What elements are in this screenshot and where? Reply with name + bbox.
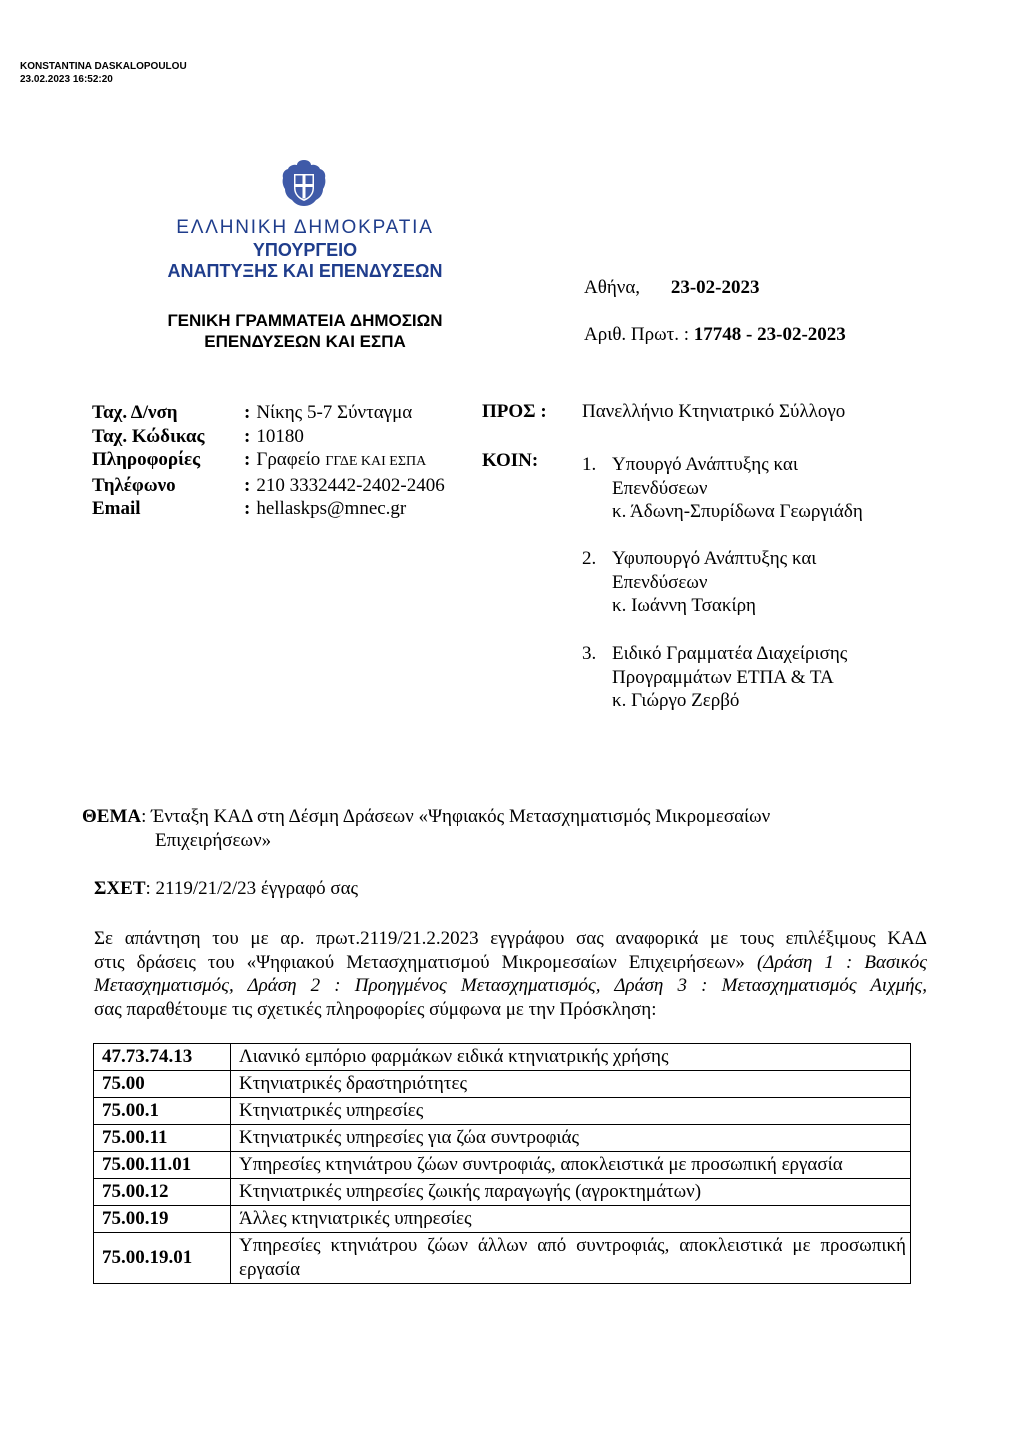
ministry-title-line1: ΥΠΟΥΡΓΕΙΟ (252, 240, 358, 260)
subject-text: : Ένταξη ΚΑΔ στη Δέσμη Δράσεων «Ψηφιακός Μετασχηματισμός Μικρομεσαίων (141, 806, 771, 827)
contact-value-small: ΓΓΔΕ ΚΑΙ ΕΣΠΑ (325, 454, 427, 469)
cc-item-3 (582, 642, 847, 713)
kad-description: Λιανικό εμπόριο φαρμάκων ειδικά κτηνιατρικής χρήσης (231, 1044, 911, 1071)
contact-value: 210 3332442-2402-2406 (256, 474, 445, 496)
ministry-title-line2: ΑΝΑΠΤΥΞΗΣ ΚΑΙ ΕΠΕΝΔΥΣΕΩΝ (167, 261, 443, 281)
subject-line (82, 806, 770, 828)
kad-code: 75.00.1 (94, 1098, 231, 1125)
reference-text: : 2119/21/2/23 έγγραφό σας (145, 878, 359, 899)
contact-separator: : (244, 425, 251, 447)
kad-code: 75.00 (94, 1071, 231, 1098)
contact-row-address (92, 401, 445, 425)
kad-code: 75.00.11 (94, 1125, 231, 1152)
table-row (94, 1044, 911, 1071)
kad-description: Υπηρεσίες κτηνιάτρου ζώων συντροφιάς, αποκλειστικά με προσωπική εργασία (231, 1152, 911, 1179)
kad-description: Κτηνιατρικές υπηρεσίες (231, 1098, 911, 1125)
cc-item-number: 1. (582, 454, 597, 475)
kad-description: Κτηνιατρικές δραστηριότητες (231, 1071, 911, 1098)
table-row (94, 1233, 911, 1284)
body-line-italic: Μετασχηματισμός, Δράση 2 : Προηγμένος Μετασχηματισμός, Δράση 3 : Μετασχηματισμός Αιχμής, (94, 975, 927, 996)
contact-row-postcode (92, 425, 445, 449)
kad-code: 75.00.19.01 (94, 1233, 231, 1284)
contact-separator: : (244, 474, 251, 496)
kad-code: 75.00.19 (94, 1206, 231, 1233)
document-date: 23-02-2023 (670, 277, 760, 298)
kad-description: Κτηνιατρικές υπηρεσίες ζωικής παραγωγής (αγροκτημάτων) (231, 1179, 911, 1206)
kad-code: 75.00.11.01 (94, 1152, 231, 1179)
table-row (94, 1071, 911, 1098)
contact-email[interactable]: hellaskps@mnec.gr (256, 498, 407, 519)
subject-label: ΘΕΜΑ (82, 806, 142, 827)
reference-label: ΣΧΕΤ (94, 878, 146, 899)
body-line: Σε απάντηση του με αρ. πρωτ.2119/21.2.2023 εγγράφου σας αναφορικά με τους επιλέξιμους ΚΑΔ (94, 928, 927, 949)
table-row (94, 1152, 911, 1179)
cc-item-line: Υφυπουργό Ανάπτυξης και (612, 548, 817, 569)
cc-item-line: Επενδύσεων (612, 571, 708, 593)
contact-value: 10180 (256, 425, 304, 447)
date-line (584, 277, 759, 299)
cc-item-person: κ. Ιωάννη Τσακίρη (612, 595, 756, 616)
contact-label: Ταχ. Δ/νση (92, 402, 178, 423)
protocol-label: Αριθ. Πρωτ. : (584, 324, 690, 345)
protocol-line (584, 324, 846, 346)
cc-item-person: κ. Γιώργο Ζερβό (612, 690, 740, 711)
contact-label: Ταχ. Κώδικας (92, 425, 205, 447)
cc-item-person: κ. Άδωνη-Σπυρίδωνα Γεωργιάδη (612, 501, 863, 522)
protocol-number: 17748 - 23-02-2023 (693, 324, 846, 345)
cc-label: ΚΟΙΝ: (482, 450, 539, 471)
signer-name: KONSTANTINA DASKALOPOULOU (20, 61, 187, 72)
secretariat-line1: ΓΕΝΙΚΗ ΓΡΑΜΜΑΤΕΙΑ ΔΗΜΟΣΙΩΝ (167, 311, 443, 330)
kad-code: 75.00.12 (94, 1179, 231, 1206)
table-row (94, 1179, 911, 1206)
secretariat-line2: ΕΠΕΝΔΥΣΕΩΝ ΚΑΙ ΕΣΠΑ (204, 332, 406, 351)
kad-description: Κτηνιατρικές υπηρεσίες για ζώα συντροφιάς (231, 1125, 911, 1152)
to-label: ΠΡΟΣ : (482, 401, 547, 422)
reference-line (94, 878, 358, 900)
contact-separator: : (244, 402, 251, 423)
table-row (94, 1098, 911, 1125)
contact-value: Γραφείο (256, 449, 321, 470)
cc-item-line: Ειδικό Γραμματέα Διαχείρισης (612, 643, 848, 664)
contact-separator: : (244, 449, 251, 470)
contact-label: Τηλέφωνο (92, 474, 176, 496)
contact-row-email (92, 497, 445, 521)
contact-block (92, 401, 445, 521)
body-text-italic: (Δράση 1 : Βασικός (756, 951, 927, 973)
signature-datetime: 23.02.2023 16:52:20 (20, 74, 113, 85)
cc-item-2 (582, 547, 816, 618)
cc-item-1 (582, 453, 863, 524)
kad-table (93, 1043, 911, 1284)
body-text: στις δράσεις του «Ψηφιακού Μετασχηματισμού Μικρομεσαίων Επιχειρήσεων» (94, 951, 745, 973)
table-row (94, 1206, 911, 1233)
subject-text-continued: Επιχειρήσεων» (155, 830, 272, 851)
table-row (94, 1125, 911, 1152)
hellenic-republic-emblem-icon (281, 158, 327, 208)
contact-value: Νίκης 5-7 Σύνταγμα (256, 402, 413, 423)
to-recipient: Πανελλήνιο Κτηνιατρικό Σύλλογο (582, 401, 846, 422)
kad-description: Άλλες κτηνιατρικές υπηρεσίες (231, 1206, 911, 1233)
contact-separator: : (244, 498, 251, 519)
kad-description: Υπηρεσίες κτηνιάτρου ζώων άλλων από συντροφιάς, αποκλειστικά με προσωπική εργασία (231, 1233, 911, 1284)
body-line: σας παραθέτουμε τις σχετικές πληροφορίες σύμφωνα με την Πρόσκληση: (94, 998, 657, 1020)
contact-label: Email (92, 498, 141, 519)
cc-item-number: 3. (582, 643, 597, 664)
cc-item-line: Προγραμμάτων ΕΤΠΑ & ΤΑ (612, 666, 834, 688)
cc-item-number: 2. (582, 548, 597, 569)
contact-row-info (92, 448, 445, 474)
body-line (94, 951, 927, 975)
contact-row-phone (92, 474, 445, 498)
kad-code: 47.73.74.13 (94, 1044, 231, 1071)
body-paragraph (94, 927, 927, 1021)
cc-item-line: Υπουργό Ανάπτυξης και (612, 454, 798, 475)
republic-title: ΕΛΛΗΝΙΚΗ ΔΗΜΟΚΡΑΤΙΑ (176, 217, 434, 238)
contact-label: Πληροφορίες (92, 449, 201, 470)
digital-signature (20, 60, 187, 86)
place-label: Αθήνα, (584, 277, 641, 298)
cc-item-line: Επενδύσεων (612, 477, 708, 499)
